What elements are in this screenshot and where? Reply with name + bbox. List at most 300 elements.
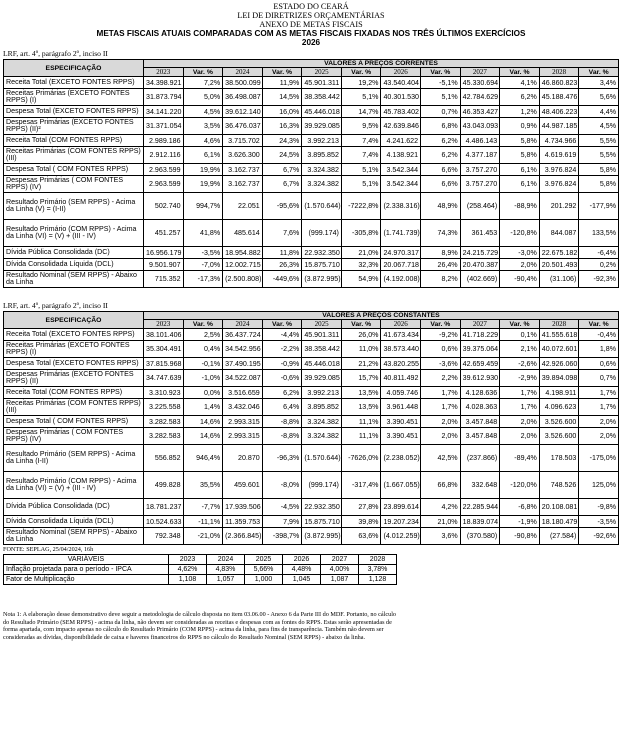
value-cell: 3.757.270: [460, 176, 500, 193]
value-cell: 1,045: [283, 575, 321, 585]
value-cell: 22.285.944: [460, 499, 500, 516]
variation-cell: -7,0%: [183, 259, 223, 271]
variation-cell: 21,2%: [341, 358, 381, 370]
table-row: [4, 565, 397, 575]
variation-cell: -7,7%: [183, 499, 223, 516]
row-label: Receitas Primárias (COM FONTES RPPS) (III): [4, 147, 144, 164]
value-cell: (1.667.055): [381, 472, 421, 499]
variation-cell: -449,6%: [262, 271, 302, 288]
value-cell: (3.872.995): [302, 528, 342, 545]
variation-cell: -6,4%: [579, 247, 619, 259]
variation-cell: 2,0%: [579, 428, 619, 445]
table-row: [4, 259, 619, 271]
variation-cell: 0,9%: [500, 118, 540, 135]
value-cell: 15.875.710: [302, 259, 342, 271]
value-cell: 36.437.724: [223, 329, 263, 341]
value-cell: (2.238.052): [381, 445, 421, 472]
variation-cell: 0,0%: [183, 387, 223, 399]
year-header: 2023: [144, 68, 184, 77]
value-cell: 3.992.213: [302, 135, 342, 147]
value-cell: 39.375.064: [460, 341, 500, 358]
variation-cell: 6,8%: [421, 118, 461, 135]
variation-cell: 0,7%: [421, 106, 461, 118]
variation-cell: 0,1%: [500, 329, 540, 341]
value-cell: (27.584): [539, 528, 579, 545]
spec-header: ESPECIFICAÇÃO: [4, 312, 144, 329]
value-cell: 24.970.317: [381, 247, 421, 259]
variation-cell: 0,2%: [579, 259, 619, 271]
variation-cell: -7626,0%: [341, 445, 381, 472]
value-cell: 3.895.852: [302, 147, 342, 164]
variation-cell: 3,4%: [579, 77, 619, 89]
table1-reference: LRF, art. 4º, parágrafo 2º, inciso II: [3, 49, 108, 58]
variation-header: Var. %: [262, 320, 302, 329]
variation-cell: 11,8%: [262, 247, 302, 259]
value-cell: 361.453: [460, 220, 500, 247]
value-cell: 4.734.966: [539, 135, 579, 147]
value-cell: 34.747.639: [144, 370, 184, 387]
variation-cell: 14,6%: [183, 428, 223, 445]
value-cell: 3.457.848: [460, 428, 500, 445]
variation-cell: 2,2%: [421, 370, 461, 387]
table-row: [4, 164, 619, 176]
value-cell: 2.989.186: [144, 135, 184, 147]
variation-cell: 41,8%: [183, 220, 223, 247]
value-cell: 1,057: [207, 575, 245, 585]
value-cell: 2.963.599: [144, 176, 184, 193]
value-cell: 40.072.601: [539, 341, 579, 358]
variation-cell: -11,1%: [183, 516, 223, 528]
variation-cell: -0,1%: [183, 358, 223, 370]
variation-cell: 5,1%: [341, 176, 381, 193]
value-cell: 35.304.491: [144, 341, 184, 358]
value-cell: 36.476.037: [223, 118, 263, 135]
table-row: [4, 499, 619, 516]
variation-cell: 1,4%: [183, 399, 223, 416]
value-cell: 18.781.237: [144, 499, 184, 516]
value-cell: 1,128: [359, 575, 397, 585]
row-label: Despesas Primárias ( COM FONTES RPPS) (IV): [4, 176, 144, 193]
variation-header: Var. %: [262, 68, 302, 77]
variation-cell: -92,3%: [579, 271, 619, 288]
variation-cell: -96,3%: [262, 445, 302, 472]
value-cell: 23.899.614: [381, 499, 421, 516]
row-label: Despesa Total ( COM FONTES RPPS): [4, 416, 144, 428]
variation-header: Var. %: [500, 320, 540, 329]
value-cell: 3.324.382: [302, 428, 342, 445]
header-law: LEI DE DIRETRIZES ORÇAMENTÁRIAS: [237, 11, 385, 20]
value-cell: 459.601: [223, 472, 263, 499]
table-row: [4, 271, 619, 288]
value-cell: 24.215.729: [460, 247, 500, 259]
value-cell: (4.012.259): [381, 528, 421, 545]
value-cell: 3.324.382: [302, 176, 342, 193]
value-cell: (1.570.644): [302, 445, 342, 472]
year-header: 2024: [223, 320, 263, 329]
year-header: 2025: [245, 555, 283, 565]
variation-cell: 125,0%: [579, 472, 619, 499]
table-row: [4, 358, 619, 370]
value-cell: 4.619.619: [539, 147, 579, 164]
variation-cell: 7,4%: [341, 147, 381, 164]
variation-cell: 21,0%: [421, 516, 461, 528]
year-header: 2023: [144, 320, 184, 329]
value-cell: 3.390.451: [381, 428, 421, 445]
variation-cell: -305,8%: [341, 220, 381, 247]
variation-cell: 0,4%: [183, 341, 223, 358]
variation-cell: 1,2%: [500, 106, 540, 118]
variation-cell: -3,0%: [500, 247, 540, 259]
value-cell: 332.648: [460, 472, 500, 499]
variation-cell: 32,3%: [341, 259, 381, 271]
table-row: [4, 399, 619, 416]
variation-cell: -4,4%: [262, 329, 302, 341]
table-row: [4, 387, 619, 399]
variation-cell: 24,3%: [262, 135, 302, 147]
constant-prices-table: [3, 311, 619, 545]
row-label: Receitas Primárias (EXCETO FONTES RPPS) (I): [4, 89, 144, 106]
header-annex: ANEXO DE METAS FISCAIS: [259, 20, 363, 29]
value-cell: 45.446.018: [302, 358, 342, 370]
value-cell: 34.542.956: [223, 341, 263, 358]
value-cell: 3.542.344: [381, 176, 421, 193]
variation-cell: 4,1%: [500, 77, 540, 89]
table-row: [4, 193, 619, 220]
value-cell: 18.954.882: [223, 247, 263, 259]
value-cell: 3.310.923: [144, 387, 184, 399]
row-label: Resultado Nominal (SEM RPPS) - Abaixo da Linha: [4, 528, 144, 545]
value-cell: (2.500.808): [223, 271, 263, 288]
value-cell: 3.626.300: [223, 147, 263, 164]
value-cell: 40.301.530: [381, 89, 421, 106]
variation-cell: 19,2%: [341, 77, 381, 89]
value-cell: 3.432.046: [223, 399, 263, 416]
year-header: 2026: [381, 68, 421, 77]
variation-cell: -89,4%: [500, 445, 540, 472]
value-cell: 748.526: [539, 472, 579, 499]
value-cell: (237.866): [460, 445, 500, 472]
value-cell: 10.524.633: [144, 516, 184, 528]
variation-cell: -21,0%: [183, 528, 223, 545]
variation-cell: 2,0%: [579, 416, 619, 428]
variation-cell: -3,6%: [421, 358, 461, 370]
variation-cell: -1,9%: [500, 516, 540, 528]
year-header: 2028: [359, 555, 397, 565]
value-cell: 2.963.599: [144, 164, 184, 176]
variation-cell: 1,8%: [579, 341, 619, 358]
variation-cell: -1,0%: [183, 370, 223, 387]
value-cell: 20.870: [223, 445, 263, 472]
row-label: Dívida Pública Consolidada (DC): [4, 247, 144, 259]
year-header: 2027: [321, 555, 359, 565]
table-row: [4, 147, 619, 164]
value-cell: 20.108.081: [539, 499, 579, 516]
variation-cell: 5,5%: [579, 147, 619, 164]
value-cell: 4.128.636: [460, 387, 500, 399]
variation-cell: 2,0%: [500, 416, 540, 428]
variation-cell: 2,5%: [183, 329, 223, 341]
value-cell: 451.257: [144, 220, 184, 247]
table-row: [4, 472, 619, 499]
variation-cell: 4,5%: [579, 118, 619, 135]
value-cell: 48.406.223: [539, 106, 579, 118]
variation-cell: -7222,8%: [341, 193, 381, 220]
variation-cell: 5,0%: [183, 89, 223, 106]
variation-cell: 6,2%: [262, 387, 302, 399]
value-cell: 41.555.618: [539, 329, 579, 341]
variation-cell: 5,8%: [579, 164, 619, 176]
row-label: Resultado Nominal (SEM RPPS) - Abaixo da Linha: [4, 271, 144, 288]
value-cell: 38.358.442: [302, 89, 342, 106]
table-row: [4, 329, 619, 341]
row-label: Resultado Primário (COM RPPS) - Acima da Linha (VI) = (V) + (III - IV): [4, 472, 144, 499]
value-cell: 19.207.234: [381, 516, 421, 528]
variation-cell: -8,0%: [262, 472, 302, 499]
year-header: 2024: [207, 555, 245, 565]
year-header: 2026: [283, 555, 321, 565]
variation-cell: 24,5%: [262, 147, 302, 164]
value-cell: 43.043.093: [460, 118, 500, 135]
table-row: [4, 370, 619, 387]
value-cell: 4.096.623: [539, 399, 579, 416]
value-cell: 3.976.824: [539, 176, 579, 193]
value-cell: 178.503: [539, 445, 579, 472]
value-cell: 556.852: [144, 445, 184, 472]
value-cell: 3.976.824: [539, 164, 579, 176]
value-cell: 45.446.018: [302, 106, 342, 118]
variation-cell: -2,2%: [262, 341, 302, 358]
value-cell: 3.282.583: [144, 428, 184, 445]
row-label: Resultado Primário (SEM RPPS) - Acima da Linha (I-II): [4, 445, 144, 472]
variation-cell: 74,3%: [421, 220, 461, 247]
value-cell: 3.526.600: [539, 416, 579, 428]
row-label: Despesas Primárias (EXCETO FONTES RPPS) (II)²: [4, 118, 144, 135]
value-cell: 3.162.737: [223, 176, 263, 193]
value-cell: (999.174): [302, 472, 342, 499]
value-cell: 3.516.659: [223, 387, 263, 399]
variation-header: Var. %: [341, 68, 381, 77]
value-cell: 36.498.087: [223, 89, 263, 106]
value-cell: 2.993.315: [223, 416, 263, 428]
year-header: 2024: [223, 68, 263, 77]
variation-cell: 6,7%: [262, 164, 302, 176]
year-header: 2028: [539, 68, 579, 77]
variation-cell: -17,3%: [183, 271, 223, 288]
table-row: [4, 77, 619, 89]
value-cell: 3.225.558: [144, 399, 184, 416]
value-cell: 34.398.921: [144, 77, 184, 89]
variation-cell: 6,2%: [421, 135, 461, 147]
variation-header: Var. %: [579, 320, 619, 329]
variation-cell: -6,8%: [500, 499, 540, 516]
row-label: Receitas Primárias (EXCETO FONTES RPPS) (I): [4, 341, 144, 358]
value-cell: 38.573.440: [381, 341, 421, 358]
variation-cell: -317,4%: [341, 472, 381, 499]
value-cell: 34.141.220: [144, 106, 184, 118]
value-cell: 45.901.311: [302, 329, 342, 341]
value-cell: 3.715.702: [223, 135, 263, 147]
value-cell: 43.820.255: [381, 358, 421, 370]
row-label: Receita Total (COM FONTES RPPS): [4, 135, 144, 147]
table-row: [4, 516, 619, 528]
value-cell: 22.051: [223, 193, 263, 220]
row-label: Receita Total (EXCETO FONTES RPPS): [4, 77, 144, 89]
year-header: 2023: [169, 555, 207, 565]
variation-cell: 6,4%: [262, 399, 302, 416]
value-cell: (3.872.995): [302, 271, 342, 288]
value-cell: 38.500.099: [223, 77, 263, 89]
value-cell: (999.174): [302, 220, 342, 247]
value-cell: 2.993.315: [223, 428, 263, 445]
table-row: [4, 176, 619, 193]
value-cell: 22.932.350: [302, 499, 342, 516]
value-cell: 3.324.382: [302, 164, 342, 176]
year-header: 2025: [302, 68, 342, 77]
value-cell: 3.282.583: [144, 416, 184, 428]
variation-header: Var. %: [183, 68, 223, 77]
variation-cell: 19,9%: [183, 176, 223, 193]
variation-cell: -175,0%: [579, 445, 619, 472]
value-cell: 15.875.710: [302, 516, 342, 528]
variables-header: VARIÁVEIS: [4, 555, 169, 565]
variation-cell: -0,9%: [262, 358, 302, 370]
row-label: Inflação projetada para o período - IPCA: [4, 565, 169, 575]
value-cell: (2.366.845): [223, 528, 263, 545]
value-cell: 39.612.140: [223, 106, 263, 118]
variation-cell: -0,6%: [262, 370, 302, 387]
variation-cell: -95,6%: [262, 193, 302, 220]
table2-reference: LRF, art. 4º, parágrafo 2º, inciso II: [3, 301, 108, 310]
variation-cell: 2,1%: [500, 341, 540, 358]
value-cell: (2.338.316): [381, 193, 421, 220]
table-row: [4, 428, 619, 445]
source-note: FONTE: SEPLAG, 25/04/2024, 16h: [3, 546, 94, 553]
value-cell: 4,62%: [169, 565, 207, 575]
variation-cell: 5,1%: [341, 89, 381, 106]
variation-cell: 6,2%: [500, 89, 540, 106]
value-cell: 1,108: [169, 575, 207, 585]
value-cell: 4.486.143: [460, 135, 500, 147]
variation-cell: -88,9%: [500, 193, 540, 220]
variation-cell: 6,7%: [262, 176, 302, 193]
value-cell: 18.180.479: [539, 516, 579, 528]
value-cell: 45.783.402: [381, 106, 421, 118]
variation-cell: 6,1%: [500, 176, 540, 193]
row-label: Receitas Primárias (COM FONTES RPPS) (III): [4, 399, 144, 416]
value-cell: (1.741.739): [381, 220, 421, 247]
variation-cell: -120,0%: [500, 472, 540, 499]
value-cell: 46.353.427: [460, 106, 500, 118]
value-cell: 20.501.493: [539, 259, 579, 271]
value-cell: 37.815.968: [144, 358, 184, 370]
value-cell: 42.639.846: [381, 118, 421, 135]
value-cell: (402.669): [460, 271, 500, 288]
value-cell: 499.828: [144, 472, 184, 499]
variation-cell: -120,8%: [500, 220, 540, 247]
value-cell: 22.675.182: [539, 247, 579, 259]
value-cell: 3.324.382: [302, 416, 342, 428]
value-cell: 3.526.600: [539, 428, 579, 445]
value-cell: 20.470.387: [460, 259, 500, 271]
variation-cell: -2,6%: [500, 358, 540, 370]
value-cell: 4,48%: [283, 565, 321, 575]
variation-cell: -9,2%: [421, 329, 461, 341]
variation-cell: 4,5%: [183, 106, 223, 118]
value-cell: 715.352: [144, 271, 184, 288]
variation-cell: 27,8%: [341, 499, 381, 516]
variation-cell: 8,9%: [421, 247, 461, 259]
variation-cell: 16,3%: [262, 118, 302, 135]
variation-header: Var. %: [421, 68, 461, 77]
row-label: Resultado Primário (SEM RPPS) - Acima da Linha (V) = (I-II): [4, 193, 144, 220]
variation-header: Var. %: [500, 68, 540, 77]
value-cell: 792.348: [144, 528, 184, 545]
value-cell: 502.740: [144, 193, 184, 220]
variation-cell: 26,3%: [262, 259, 302, 271]
variation-cell: 7,2%: [183, 77, 223, 89]
variation-cell: 15,7%: [341, 370, 381, 387]
variation-cell: 39,8%: [341, 516, 381, 528]
variation-cell: 9,5%: [341, 118, 381, 135]
value-cell: 45.901.311: [302, 77, 342, 89]
value-cell: (4.192.008): [381, 271, 421, 288]
variation-cell: 42,5%: [421, 445, 461, 472]
variation-cell: 5,8%: [500, 135, 540, 147]
variation-cell: -8,8%: [262, 428, 302, 445]
value-cell: (31.106): [539, 271, 579, 288]
value-cell: 4.377.187: [460, 147, 500, 164]
variation-cell: 1,7%: [579, 399, 619, 416]
value-cell: 43.540.404: [381, 77, 421, 89]
group-header: VALORES A PREÇOS CONSTANTES: [144, 312, 619, 320]
variation-cell: 5,1%: [421, 89, 461, 106]
table-row: [4, 247, 619, 259]
row-label: Receita Total (EXCETO FONTES RPPS): [4, 329, 144, 341]
variation-cell: -177,9%: [579, 193, 619, 220]
value-cell: 3.390.451: [381, 416, 421, 428]
header-title: METAS FISCAIS ATUAIS COMPARADAS COM AS METAS FISCAIS FIXADAS NOS TRÊS ÚLTIMOS EXERCÍCIOS: [96, 29, 526, 38]
value-cell: 38.101.406: [144, 329, 184, 341]
value-cell: 4.241.622: [381, 135, 421, 147]
table-row: [4, 220, 619, 247]
variation-cell: 8,2%: [421, 271, 461, 288]
row-label: Resultado Primário (COM RPPS) - Acima da Linha (VI) = (V) + (III - IV): [4, 220, 144, 247]
value-cell: 201.292: [539, 193, 579, 220]
row-label: Fator de Multiplicação: [4, 575, 169, 585]
variation-cell: 16,0%: [262, 106, 302, 118]
year-header: 2028: [539, 320, 579, 329]
variation-cell: 13,5%: [341, 399, 381, 416]
variation-cell: 3,5%: [183, 118, 223, 135]
variation-cell: 5,1%: [341, 164, 381, 176]
year-header: 2026: [381, 320, 421, 329]
variation-cell: -8,8%: [262, 416, 302, 428]
value-cell: 3.992.213: [302, 387, 342, 399]
variation-cell: 48,9%: [421, 193, 461, 220]
variation-cell: 2,0%: [421, 428, 461, 445]
variation-cell: 11,1%: [341, 428, 381, 445]
table-row: [4, 575, 397, 585]
variation-cell: 6,1%: [500, 164, 540, 176]
value-cell: 4.028.363: [460, 399, 500, 416]
value-cell: 4.059.746: [381, 387, 421, 399]
value-cell: 31.371.054: [144, 118, 184, 135]
year-header: 2025: [302, 320, 342, 329]
variation-cell: 1,7%: [500, 399, 540, 416]
current-prices-table: [3, 59, 619, 288]
variation-cell: 5,5%: [579, 135, 619, 147]
document-header: [0, 0, 622, 47]
